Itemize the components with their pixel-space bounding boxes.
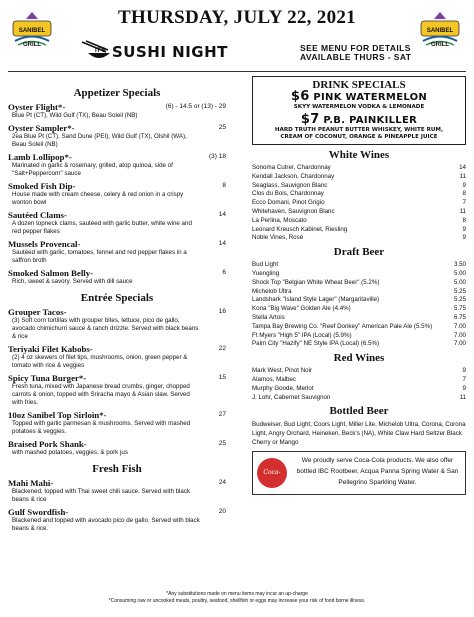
white-wine-name: Seaglass, Sauvignon Blanc [252, 181, 328, 189]
banner-note [300, 44, 411, 62]
appetizer-price: (6) - 14.5 or (13) - 29 [165, 103, 226, 110]
appetizer-item [8, 123, 226, 152]
draft-beer-price: 5.75 [453, 305, 466, 313]
white-wine-price: 8 [462, 216, 466, 224]
draft-beer-name: Michelob Ultra [252, 287, 292, 295]
white-wine-row [252, 217, 466, 226]
red-wine-price: 9 [462, 367, 466, 375]
appetizer-name: Oyster Flight*- [8, 102, 66, 112]
drink-special-2-name: P.B. PAINKILLER [323, 115, 418, 126]
entree-description: Topped with garlic parmesan & mushrooms. Served with mashed potatoes & veggies. [12, 420, 191, 435]
red-wine-price: 7 [462, 375, 466, 383]
entree-name: Spicy Tuna Burger*- [8, 373, 87, 383]
red-wine-name: Mark West, Pinot Noir [252, 367, 313, 375]
menu-date: THURSDAY, JULY 22, 2021 [118, 7, 356, 28]
entree-name: 10oz Sanibel Top Sirloin*- [8, 410, 107, 420]
banner-prefix: IT'S [95, 48, 106, 54]
bottled-beer-list: Budweiser, Bud Light, Coors Light, Miller Lite, Michelob Ultra, Corona, Corona Light, Angry Orchard, Heineken, Beck's (NA), White Claw Hard Seltzer Black Cherry or Mango [252, 421, 466, 447]
appetizer-description: Blue Pt (CT), Wild Gulf (TX), Beau Soleil (NB) [12, 112, 138, 119]
entree-description: (3) Soft corn tortillas with grouper bites, lettuce, pico de gallo, avocado chimichurri sauce & ranch drizzle. Served with black beans & rice [12, 317, 199, 340]
entree-price: 25 [218, 440, 226, 447]
entree-item [8, 373, 226, 410]
entree-item [8, 344, 226, 373]
appetizer-price: 14 [218, 240, 226, 247]
entree-price: 15 [218, 374, 226, 381]
appetizer-price: 14 [218, 211, 226, 218]
draft-beer-name: Tampa Bay Brewing Co. "Reef Donkey" American Pale Ale (5.5%) [252, 322, 433, 330]
draft-beer-price: 5.00 [453, 278, 466, 286]
white-wine-row [252, 199, 466, 208]
draft-beer-price: 5.00 [453, 269, 466, 277]
red-wine-row [252, 394, 466, 403]
white-wine-price: 11 [459, 207, 466, 215]
white-wines-heading: White Wines [328, 149, 390, 161]
appetizer-description: 2ea Blue Pt (CT), Sand Dune (PEI), Wild Gulf (TX), Olshil (WA), Beau Soleil (NB) [12, 133, 187, 148]
draft-beer-name: Yuengling [252, 269, 280, 277]
appetizer-item [8, 152, 226, 181]
draft-beer-name: Ft Myers "High 5" IPA (Local) (5.9%) [252, 331, 352, 339]
draft-beer-row [252, 323, 466, 332]
entree-specials-heading: Entrée Specials [80, 292, 154, 304]
white-wines-list [252, 164, 466, 243]
draft-beer-name: Bud Light [252, 261, 279, 269]
coca-cola-logo-icon: Coca-Cola [257, 458, 287, 488]
red-wine-name: J. Lohr, Cabernet Sauvignon [252, 393, 331, 401]
white-wine-name: La Perlina, Moscato [252, 216, 307, 224]
red-wine-row [252, 376, 466, 385]
draft-beer-row [252, 279, 466, 288]
entree-description: Fresh tuna, mixed with Japanese bread crumbs, ginger, chopped carrots & onion, topped with Sriracha mayo & Asian slaw. Served with fries. [12, 383, 190, 406]
draft-beer-price: 7.00 [453, 322, 466, 330]
white-wine-row [252, 182, 466, 191]
appetizer-name: Mussels Provencal- [8, 239, 81, 249]
entree-description: with mashed potatoes, veggies, & pork jus [12, 449, 128, 456]
fish-description: Blackened, topped with Thai sweet chili sauce. Served with black beans & rice [12, 488, 191, 503]
fish-description: Blackened and topped with avocado pico de gallo. Served with black beans & rice. [12, 517, 200, 532]
appetizer-list [8, 102, 226, 289]
draft-beer-row [252, 332, 466, 341]
drink-special-2-desc-line: HARD TRUTH PEANUT BUTTER WHISKEY, WHITE RUM, [274, 127, 444, 133]
draft-beer-price: 7.00 [453, 331, 466, 339]
appetizer-name: Sautéed Clams- [8, 210, 67, 220]
banner-note-line: AVAILABLE THURS - SAT [300, 52, 412, 62]
banner-note-line: SEE MENU FOR DETAILS [300, 43, 411, 53]
drink-special-1-title [255, 91, 463, 104]
red-wine-price: 9 [462, 384, 466, 392]
white-wine-name: Ecco Domani, Pinot Grigio [252, 199, 325, 207]
draft-beer-row [252, 296, 466, 305]
appetizer-item [8, 102, 226, 123]
draft-beer-price: 5.25 [453, 287, 466, 295]
drink-specials-heading: DRINK SPECIALS [312, 79, 406, 91]
sushi-night-title: SUSHI NIGHT [112, 43, 228, 61]
draft-beer-name: Shock Top "Belgian White Wheat Beer" (5.2%) [252, 278, 380, 286]
white-wine-row [252, 190, 466, 199]
logo-text-right: SANIBEL GRILL [426, 28, 454, 48]
raw-food-warning: *Consuming raw or uncooked meats, poultry, seafood, shellfish or eggs may increase your risk of food borne illness. [108, 598, 366, 604]
appetizer-price: (3) 18 [209, 153, 226, 160]
appetizer-name: Smoked Salmon Belly- [8, 268, 94, 278]
draft-beer-row [252, 288, 466, 297]
fish-name: Gulf Swordfish- [8, 507, 69, 517]
bottled-beer-heading: Bottled Beer [329, 405, 389, 418]
appetizer-item [8, 181, 226, 210]
drinks-column [252, 76, 466, 507]
appetizer-name: Lamb Lollipop*- [8, 152, 72, 162]
draft-beer-price: 3.50 [453, 261, 466, 269]
drink-specials-box [252, 76, 466, 145]
drink-special-2-title [255, 114, 463, 127]
white-wine-name: Clos du Bois, Chardonnay [252, 190, 324, 198]
fish-item [8, 507, 226, 536]
white-wine-name: Whitehaven, Sauvignon Blanc [252, 207, 335, 215]
appetizer-description: House made with cream cheese, celery & red onion in a crispy wonton bowl [12, 191, 184, 206]
draft-beer-price: 5.25 [453, 296, 466, 304]
draft-beer-heading: Draft Beer [333, 246, 385, 259]
drink-special-2-price: $7 [300, 112, 320, 127]
draft-beer-name: Palm City "Hazify" NE Style IPA (Local) (6.5%) [252, 340, 380, 348]
entree-name: Grouper Tacos- [8, 307, 67, 317]
white-wine-name: Sonoma Cutrer, Chardonnay [252, 164, 331, 171]
appetizer-name: Oyster Sampler*- [8, 123, 75, 133]
white-wine-price: 9 [462, 225, 466, 233]
substitution-note: *Any substitutions made on menu items may incur an up-charge [166, 591, 308, 597]
appetizer-specials-heading: Appetizer Specials [73, 87, 161, 99]
appetizer-item [8, 268, 226, 289]
white-wine-price: 7 [462, 199, 466, 207]
draft-beer-price: 6.75 [453, 313, 466, 321]
entree-item [8, 439, 226, 460]
red-wine-row [252, 367, 466, 376]
white-wine-price: 11 [459, 172, 466, 180]
red-wine-price: 11 [459, 393, 466, 401]
coca-cola-notice [252, 451, 466, 507]
appetizer-description: Sautéed with garlic, tomatoes, fennel and red pepper flakes in a saffron broth [12, 249, 187, 264]
drink-special-2-desc-line: CREAM OF COCONUT, ORANGE & PINEAPPLE JUICE [280, 134, 438, 140]
red-wines-heading: Red Wines [333, 352, 385, 365]
logo-text-left: SANIBEL GRILL [18, 28, 46, 48]
white-wine-row [252, 164, 466, 173]
white-wine-price: 9 [462, 234, 466, 242]
draft-beer-price: 7.00 [453, 340, 466, 348]
draft-beer-name: Landshark "Island Style Lager" (Margaritaville) [252, 296, 380, 304]
entree-item [8, 410, 226, 439]
fresh-fish-heading: Fresh Fish [92, 463, 142, 475]
food-column [8, 84, 226, 536]
appetizer-price: 6 [222, 269, 226, 276]
entree-price: 22 [218, 345, 226, 352]
entree-price: 16 [218, 308, 226, 315]
draft-beer-row [252, 305, 466, 314]
entree-description: (2) 4 oz skewers of filet tips, mushrooms, onion, green pepper & tomato with rice & veggies [12, 354, 188, 369]
white-wine-price: 14 [459, 164, 466, 171]
fish-price: 24 [218, 479, 226, 486]
appetizer-description: Rich, sweet & savory. Served with dill sauce [12, 278, 133, 285]
appetizer-price: 8 [222, 182, 226, 189]
red-wine-name: Alamos, Malbec [252, 375, 297, 383]
entree-name: Braised Pork Shank- [8, 439, 87, 449]
red-wines-list [252, 367, 466, 402]
appetizer-name: Smoked Fish Dip- [8, 181, 76, 191]
entree-name: Teriyaki Filet Kabobs- [8, 344, 93, 354]
draft-beer-row [252, 261, 466, 270]
white-wine-row [252, 234, 466, 243]
red-wine-name: Murphy Goode, Merlot [252, 384, 314, 392]
draft-beer-name: Stella Artois [252, 313, 285, 321]
white-wine-name: Kendall Jackson, Chardonnay [252, 172, 335, 180]
appetizer-description: A dozen topneck clams, sautéed with garlic butter, white wine and red pepper flakes [12, 220, 192, 235]
fish-list [8, 478, 226, 536]
appetizer-description: Marinated in garlic & rosemary, grilled, atop quinoa, side of "Salt+Peppercorn" sauce [12, 162, 173, 177]
white-wine-name: Leonard Kreusch Kabinet, Riesling [252, 225, 348, 233]
drink-special-1-price: $6 [290, 89, 310, 104]
white-wine-price: 9 [462, 181, 466, 189]
white-wine-name: Noble Vines, Rosé [252, 234, 304, 242]
white-wine-row [252, 226, 466, 235]
entree-price: 27 [218, 411, 226, 418]
appetizer-item [8, 239, 226, 268]
drink-special-1-name: PINK WATERMELON [313, 92, 428, 103]
draft-beer-row [252, 270, 466, 279]
fish-item [8, 478, 226, 507]
white-wine-row [252, 208, 466, 217]
drink-special-1-desc: SKYY WATERMELON VODKA & LEMONADE [293, 104, 425, 110]
entree-list [8, 307, 226, 460]
entree-item [8, 307, 226, 344]
draft-beer-name: Kona "Big Wave" Golden Ale (4.4%) [252, 305, 351, 313]
header-divider [8, 71, 466, 72]
fish-name: Mahi Mahi- [8, 478, 54, 488]
appetizer-item [8, 210, 226, 239]
draft-beer-row [252, 340, 466, 349]
coca-cola-notice-text: We proudly serve Coca-Cola products. We also offer bottled IBC Rootbeer, Acqua Panna Spring Water & San Pellegrino Sparkling Water. [296, 457, 459, 487]
fish-price: 20 [218, 508, 226, 515]
white-wine-price: 8 [462, 190, 466, 198]
white-wine-row [252, 173, 466, 182]
appetizer-price: 25 [218, 124, 226, 131]
draft-beer-row [252, 314, 466, 323]
draft-beer-list [252, 261, 466, 349]
red-wine-row [252, 385, 466, 394]
